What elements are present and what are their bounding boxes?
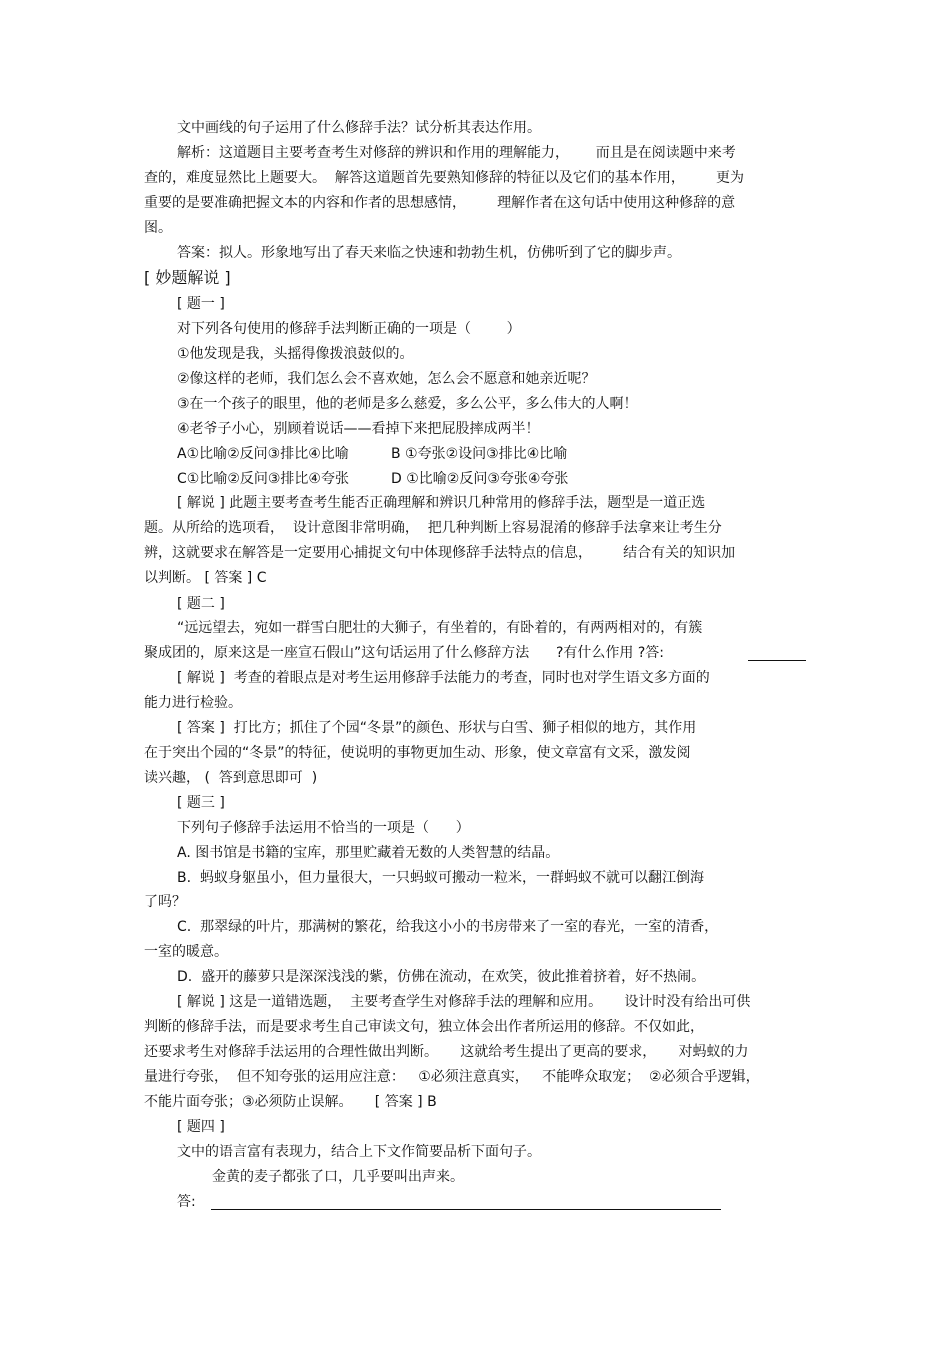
q1-sentence: ③在一个孩子的眼里，他的老师是多么慈爱，多么公平，多么伟大的人啊！ — [177, 396, 638, 412]
q1-explanation-line: 题。从所给的选项看， 设计意图非常明确， 把几种判断上容易混淆的修辞手法拿来让考生分 — [144, 520, 722, 536]
q2-answer-line: [ 答案 ] 打比方；抓住了个园“冬景”的颜色、形状与白雪、狮子相似的地方，其作用 — [177, 720, 697, 736]
q1-label: [ 题一 ] — [177, 296, 225, 312]
q3-label: [ 题三 ] — [177, 795, 225, 811]
q1-option-c: C①比喻②反问③排比④夸张 — [177, 471, 349, 487]
q2-answer-line: 在于突出个园的“冬景”的特征，使说明的事物更加生动、形象，使文章富有文采，激发阅 — [144, 745, 691, 761]
intro-analysis-line: 解析：这道题目主要考查考生对修辞的辨识和作用的理解能力， 而且是在阅读题中来考 — [177, 145, 736, 161]
q4-stem: 文中的语言富有表现力，结合上下文作简要品析下面句子。 — [177, 1144, 541, 1160]
section-title: [ 妙题解说 ] — [144, 268, 231, 287]
q2-answer-line: 读兴趣， ( 答到意思即可 ) — [144, 770, 318, 786]
q3-explanation-line: [ 解说 ] 这是一道错选题， 主要考查学生对修辞手法的理解和应用。 设计时没有给出可供 — [177, 994, 751, 1010]
q3-stem: 下列句子修辞手法运用不恰当的一项是（ ） — [177, 820, 470, 836]
q2-answer-blank[interactable] — [748, 660, 806, 661]
intro-analysis-line: 重要的是要准确把握文本的内容和作者的思想感情， 理解作者在这句话中使用这种修辞的意 — [144, 195, 736, 211]
q3-explanation-line: 不能片面夸张；③必须防止误解。 [ 答案 ] B — [144, 1094, 437, 1110]
intro-analysis-line: 查的，难度显然比上题要大。 解答这道题首先要熟知修辞的特征以及它们的基本作用， 更为 — [144, 170, 745, 186]
q1-explanation-line: [ 解说 ] 此题主要考查考生能否正确理解和辨识几种常用的修辞手法，题型是一道正选 — [177, 495, 706, 511]
q4-label: [ 题四 ] — [177, 1119, 225, 1135]
q2-explanation-line: [ 解说 ] 考查的着眼点是对考生运用修辞手法能力的考查，同时也对学生语文多方面的 — [177, 670, 710, 686]
q4-answer-blank[interactable] — [211, 1209, 721, 1210]
q2-stem-line: “远远望去，宛如一群雪白肥壮的大狮子，有坐着的，有卧着的，有两两相对的，有簇 — [177, 620, 703, 636]
q3-explanation-line: 量进行夸张， 但不知夸张的运用应注意： ①必须注意真实， 不能哗众取宠； ②必须合乎逻辑， — [144, 1069, 760, 1085]
q3-explanation-line: 还要求考生对修辞手法运用的合理性做出判断。 这就给考生提出了更高的要求， 对蚂蚁的力 — [144, 1044, 749, 1060]
q4-quoted-sentence: 金黄的麦子都张了口，几乎要叫出声来。 — [212, 1169, 464, 1185]
q3-option-c-line: C. 那翠绿的叶片，那满树的繁花，给我这小小的书房带来了一室的春光，一室的清香， — [177, 919, 719, 935]
q1-explanation-line: 辨，这就要求在解答是一定要用心捕捉文句中体现修辞手法特点的信息， 结合有关的知识加 — [144, 545, 736, 561]
q1-explanation-line: 以判断。 [ 答案 ] C — [144, 570, 267, 586]
q1-option-d: D ①比喻②反问③夸张④夸张 — [391, 471, 569, 487]
q2-label: [ 题二 ] — [177, 596, 225, 612]
intro-answer: 答案：拟人。形象地写出了春天来临之快速和勃勃生机，仿佛听到了它的脚步声。 — [177, 245, 681, 261]
q1-sentence: ④老爷子小心，别顾着说话——看掉下来把屁股摔成两半！ — [177, 421, 540, 437]
q3-option-a: A. 图书馆是书籍的宝库，那里贮藏着无数的人类智慧的结晶。 — [177, 845, 560, 861]
q3-option-b-line: 了吗？ — [144, 894, 186, 910]
q1-sentence: ②像这样的老师，我们怎么会不喜欢她，怎么会不愿意和她亲近呢？ — [177, 371, 596, 387]
q2-stem-line: 聚成团的，原来这是一座宣石假山”这句话运用了什么修辞方法 ?有什么作用 ?答: — [144, 645, 664, 661]
q3-option-b-line: B. 蚂蚁身躯虽小，但力量很大，一只蚂蚁可搬动一粒米，一群蚂蚁不就可以翻江倒海 — [177, 870, 704, 886]
q1-option-b: B ①夸张②设问③排比④比喻 — [391, 446, 568, 462]
q4-answer-label: 答: — [177, 1194, 196, 1210]
intro-question: 文中画线的句子运用了什么修辞手法？试分析其表达作用。 — [177, 120, 541, 136]
q3-explanation-line: 判断的修辞手法，而是要求考生自己审读文句，独立体会出作者所运用的修辞。不仅如此， — [144, 1019, 704, 1035]
q1-sentence: ①他发现是我，头摇得像拨浪鼓似的。 — [177, 346, 414, 362]
q1-stem: 对下列各句使用的修辞手法判断正确的一项是（ ） — [177, 321, 521, 337]
q2-explanation-line: 能力进行检验。 — [144, 695, 242, 711]
intro-analysis-line: 图。 — [144, 220, 172, 236]
q1-option-a: A①比喻②反问③排比④比喻 — [177, 446, 349, 462]
q3-option-c-line: 一室的暖意。 — [144, 944, 228, 960]
q3-option-d: D. 盛开的藤萝只是深深浅浅的紫，仿佛在流动，在欢笑，彼此推着挤着，好不热闹。 — [177, 969, 706, 985]
